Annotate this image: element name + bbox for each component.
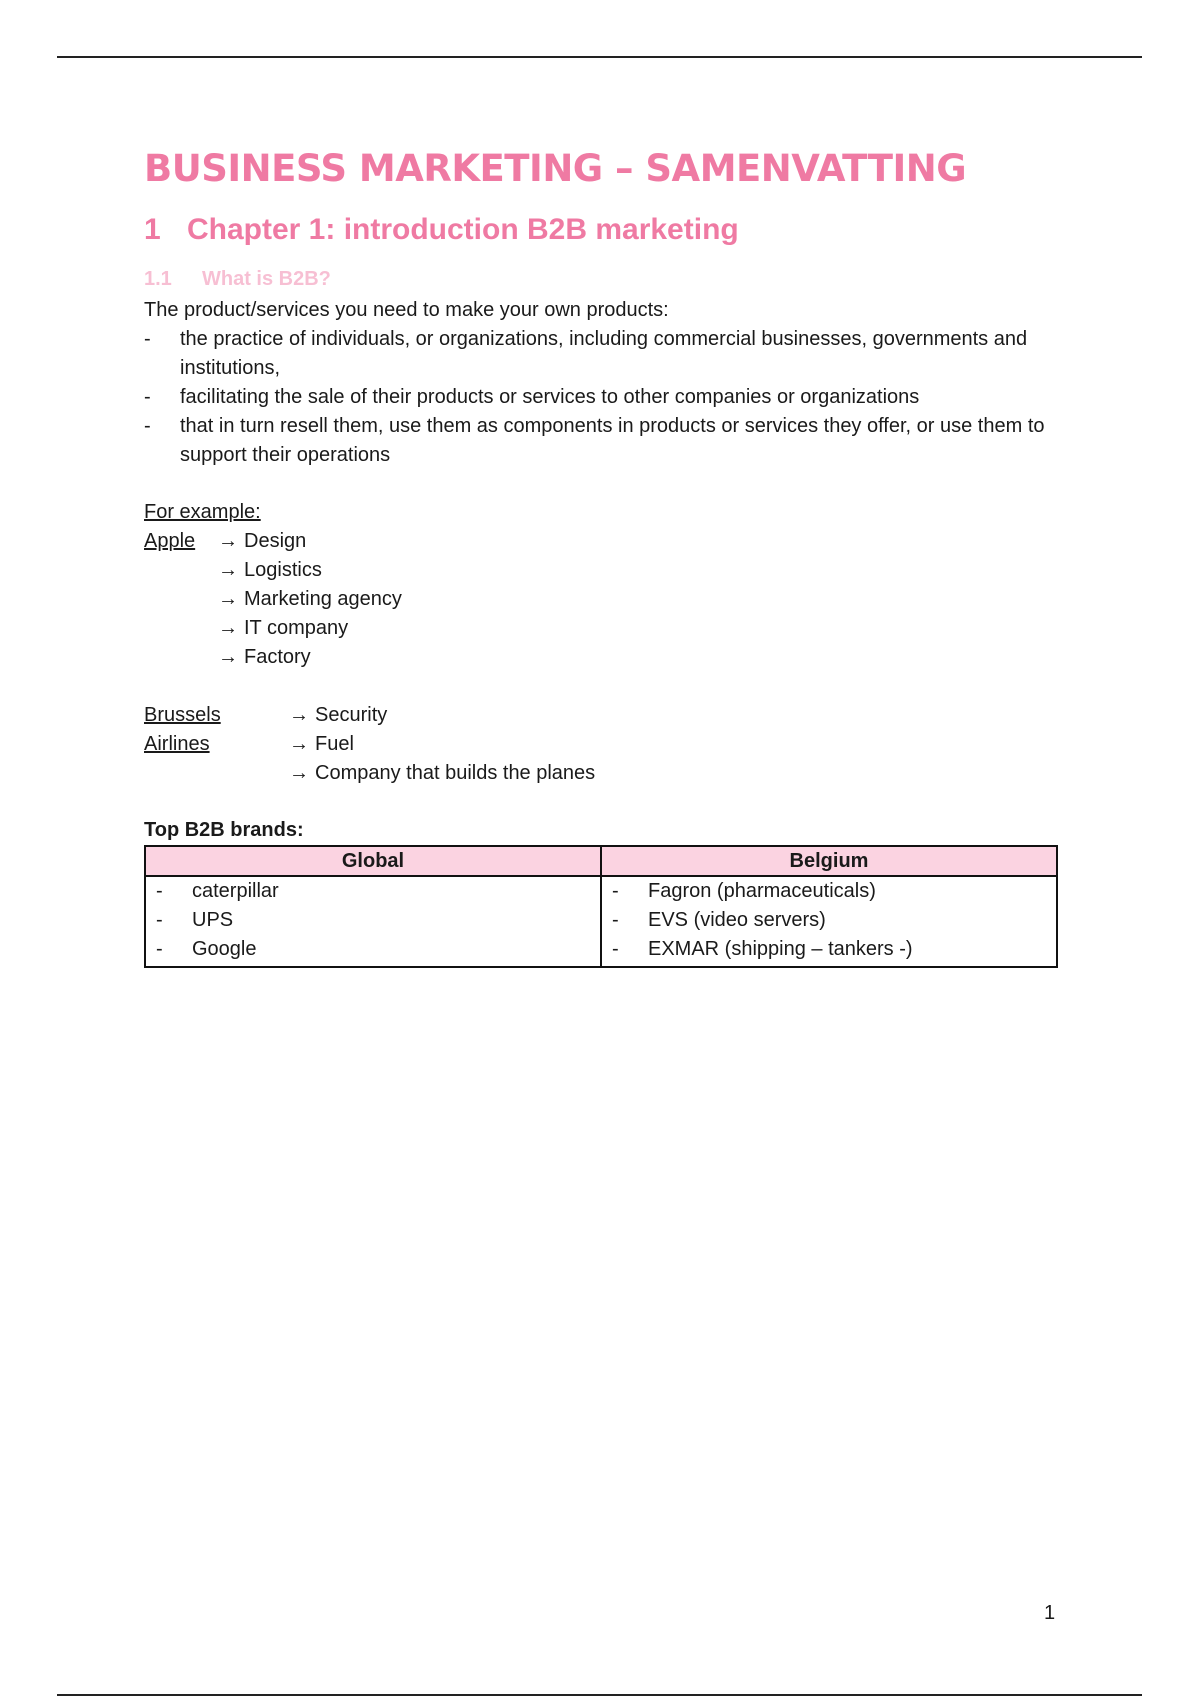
example-item: → Company that builds the planes [289, 759, 595, 788]
table-cell-belgium [601, 876, 1057, 967]
example-apple-row [144, 585, 1059, 614]
arrow-right-icon: → [289, 704, 309, 726]
chapter-title: Chapter 1: introduction B2B marketing [187, 213, 739, 246]
example-item: → Marketing agency [218, 585, 402, 614]
example-name: Brussels [144, 704, 221, 726]
example-item: → Factory [218, 643, 311, 672]
intro-text: The product/services you need to make your own products: [144, 299, 669, 321]
top-rule [57, 56, 1142, 58]
table-row [145, 876, 1057, 967]
definition-list [144, 325, 1059, 470]
list-item: - Fagron (pharmaceuticals) [602, 877, 1056, 906]
arrow-right-icon: → [218, 588, 238, 610]
chapter-number: 1 [144, 213, 161, 246]
example-item: → Fuel [289, 730, 354, 759]
bullet-dash: - [612, 909, 619, 931]
example-item: → Security [289, 701, 387, 730]
list-item: - Google [146, 935, 600, 964]
table-cell-global [145, 876, 601, 967]
table-header-belgium: Belgium [601, 846, 1057, 876]
example-name: Airlines [144, 733, 210, 755]
example-label: For example: [144, 501, 261, 523]
bullet-dash: - [144, 415, 151, 437]
bullet-dash: - [144, 328, 151, 350]
section-heading [144, 262, 1059, 296]
bullet-dash: - [612, 880, 619, 902]
chapter-heading [144, 198, 1059, 262]
example-apple-row [144, 556, 1059, 585]
example-item: → IT company [218, 614, 348, 643]
example-brussels-airlines-row [144, 759, 1059, 788]
bullet-dash: - [144, 386, 151, 408]
list-item [144, 325, 1059, 383]
arrow-right-icon: → [218, 617, 238, 639]
example-name: Apple [144, 530, 196, 552]
table-header-row [145, 846, 1057, 876]
example-item: → Logistics [218, 556, 322, 585]
document-title: BUSINESS MARKETING – SAMENVATTING [144, 147, 967, 190]
bullet-dash: - [156, 880, 163, 902]
example-brussels-airlines [144, 701, 1059, 730]
list-item: - caterpillar [146, 877, 600, 906]
list-item [144, 383, 1059, 412]
list-item: - UPS [146, 906, 600, 935]
section-title: What is B2B? [202, 268, 331, 290]
example-apple-row [144, 614, 1059, 643]
arrow-right-icon: → [218, 646, 238, 668]
example-apple [144, 527, 1059, 556]
bullet-dash: - [156, 909, 163, 931]
list-item: - EXMAR (shipping – tankers -) [602, 935, 1056, 964]
list-item-text: the practice of individuals, or organizations, including commercial businesses, governments and institutions, [180, 328, 1028, 379]
arrow-right-icon: → [218, 559, 238, 581]
list-item [144, 412, 1059, 470]
page-number: 1 [1044, 1602, 1056, 1624]
brands-table [144, 845, 1058, 968]
example-apple-row [144, 643, 1059, 672]
examples-block [144, 498, 1059, 788]
page-content [144, 140, 1059, 968]
table-header-global: Global [145, 846, 601, 876]
bottom-rule [57, 1694, 1142, 1696]
example-brussels-airlines-row [144, 730, 1059, 759]
arrow-right-icon: → [289, 733, 309, 755]
bullet-dash: - [156, 938, 163, 960]
example-item: → Design [218, 527, 306, 556]
list-item-text: that in turn resell them, use them as components in products or services they offer, or use them to support their operations [180, 415, 1045, 466]
arrow-right-icon: → [289, 762, 309, 784]
bullet-dash: - [612, 938, 619, 960]
list-item-text: facilitating the sale of their products or services to other companies or organizations [180, 386, 920, 408]
section-number: 1.1 [144, 268, 172, 290]
brands-title: Top B2B brands: [144, 819, 304, 841]
list-item: - EVS (video servers) [602, 906, 1056, 935]
arrow-right-icon: → [218, 530, 238, 552]
